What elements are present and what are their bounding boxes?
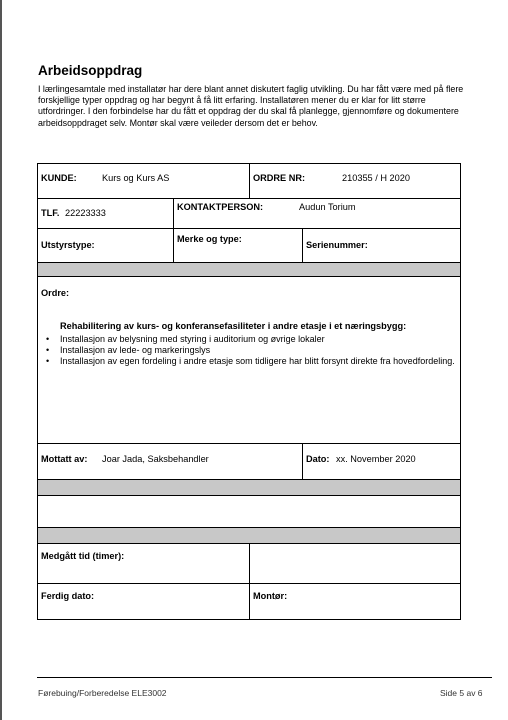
mottatt-av-label: Mottatt av: xyxy=(41,454,88,464)
kunde-label: KUNDE: xyxy=(41,173,77,183)
ordre-nr-value: 210355 / H 2020 xyxy=(342,173,410,183)
bullet-icon: • xyxy=(46,345,50,355)
shaded-band-3 xyxy=(38,528,460,544)
shaded-band-1 xyxy=(38,263,460,277)
row-divider xyxy=(38,276,460,277)
tlf-label: TLF. xyxy=(41,208,60,218)
row-divider xyxy=(38,228,460,229)
column-divider xyxy=(249,164,250,198)
bullet-text: Installasjon av lede- og markeringslys xyxy=(60,345,211,355)
montor-label: Montør: xyxy=(253,591,288,601)
rehab-heading: Rehabilitering av kurs- og konferansefasiliteter i andre etasje i et næringsbygg: xyxy=(60,321,407,331)
list-item xyxy=(46,334,456,345)
intro-paragraph: I lærlingesamtale med installatør har dere blant annet diskutert faglig utvikling. Du har fått være med på flere forskjellige typer oppdrag og har begynt å få litt erfaring. Installatøren mener du er klar for litt større utfordringer. I den forbindelse har du fått et oppdrag der du skal få planlegge, gjennomføre og dokumentere arbeidsoppdraget selv. Montør skal være veileder dersom det er behov. xyxy=(38,84,464,128)
row-divider xyxy=(38,262,460,263)
work-order-form xyxy=(37,163,461,620)
column-divider xyxy=(249,543,250,619)
bullet-icon: • xyxy=(46,356,50,366)
bullet-text: Installasjon av belysning med styring i auditorium og øvrige lokaler xyxy=(60,334,325,344)
footer-divider xyxy=(37,677,492,678)
serienummer-label: Serienummer: xyxy=(306,240,368,250)
row-divider xyxy=(38,443,460,444)
column-divider xyxy=(302,443,303,479)
merke-og-type-label: Merke og type: xyxy=(177,234,242,244)
medgatt-tid-label: Medgått tid (timer): xyxy=(41,551,125,561)
ordre-bullet-list xyxy=(46,334,456,367)
list-item xyxy=(46,356,456,367)
ferdig-dato-label: Ferdig dato: xyxy=(41,591,95,601)
bullet-icon: • xyxy=(46,334,50,344)
ordre-label: Ordre: xyxy=(41,288,70,298)
row-divider xyxy=(38,198,460,199)
dato-value: xx. November 2020 xyxy=(336,454,416,464)
column-divider xyxy=(173,198,174,262)
row-divider xyxy=(38,527,460,528)
tlf-value: 22223333 xyxy=(65,208,106,218)
shaded-band-2 xyxy=(38,480,460,496)
row-divider xyxy=(38,495,460,496)
bullet-text: Installasjon av egen fordeling i andre etasje som tidligere har blitt forsynt direkte fra hovedfordeling. xyxy=(60,356,455,366)
mottatt-av-value: Joar Jada, Saksbehandler xyxy=(102,454,209,464)
kontaktperson-value: Audun Torium xyxy=(299,202,356,212)
dato-label: Dato: xyxy=(306,454,330,464)
kunde-value: Kurs og Kurs AS xyxy=(102,173,170,183)
row-divider xyxy=(38,479,460,480)
page-title: Arbeidsoppdrag xyxy=(38,63,143,78)
column-divider xyxy=(302,228,303,262)
list-item xyxy=(46,345,456,356)
ordre-nr-label: ORDRE NR: xyxy=(253,173,306,183)
footer-doc-code: Førebuing/Forberedelse ELE3002 xyxy=(38,688,167,698)
kontaktperson-label: KONTAKTPERSON: xyxy=(177,202,264,212)
utstyrstype-label: Utstyrstype: xyxy=(41,240,95,250)
footer-page-number: Side 5 av 6 xyxy=(440,688,483,698)
